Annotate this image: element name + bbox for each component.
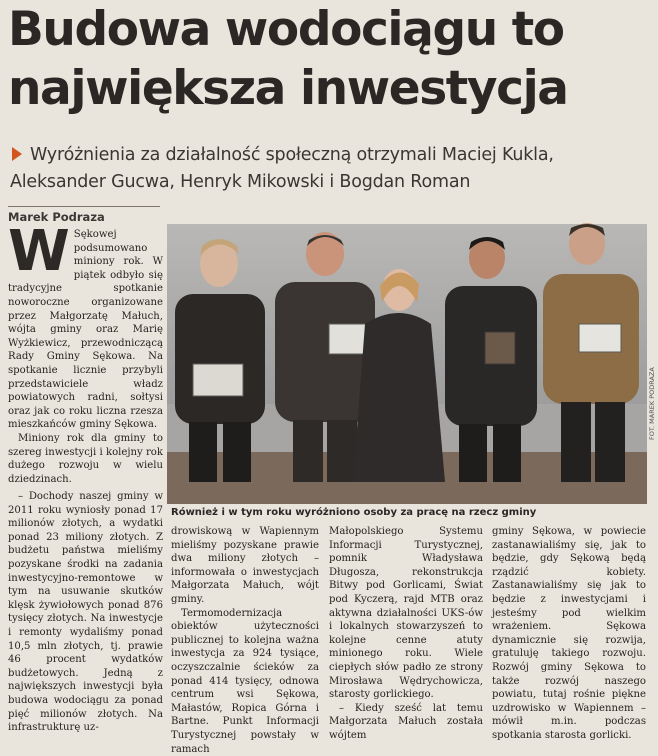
article-column-1-cont bbox=[8, 490, 163, 734]
subheadline-text: Wyróżnienia za działalność społeczną otrzymali Maciej Kukla, Aleksander Gucwa, Henryk Mikowski i Bogdan Roman bbox=[10, 145, 554, 192]
drop-cap: W bbox=[8, 219, 70, 284]
triangle-bullet-icon bbox=[12, 147, 22, 161]
paragraph: Sękowej podsumowano miniony rok. W piątek odbyło się tradycyjne spotkanie noworoczne organizowane przez Małgorzatę Małuch, wójta gminy oraz Marię Wyżkiewicz, przewodniczącą Rady Gminy Sękowa. Na spotkanie licznie przybyli przedstawiciele władz powiatowych radni, sołtysi oraz jak co roku liczna rzesza mieszkańców gminy Sękowa. bbox=[8, 229, 163, 431]
article-column-1 bbox=[8, 219, 163, 488]
article-column-4 bbox=[492, 525, 646, 741]
paragraph: – Kiedy sześć lat temu Małgorzata Małuch została wójtem bbox=[329, 702, 483, 741]
photo-illustration bbox=[167, 224, 647, 504]
paragraph: Termomodernizacja obiektów użyteczności publicznej to kolejna ważna inwestycja za 924 tysiące, oczyszczalnie ścieków za ponad 414 tysięcy, odnowa centrum wsi Sękowa, Małastów, Ropica Górna i Bartne. Punkt Informacji Turystycznej powstały w ramach bbox=[171, 607, 319, 755]
byline-rule bbox=[8, 206, 160, 207]
article-column-3 bbox=[329, 525, 483, 741]
paragraph: Małopolskiego Systemu Informacji Turystycznej, pomnik Władysława Długosza, rekonstrukcja Bitwy pod Gorlicami, Świat pod Kyczerą, rajd MTB oraz aktywna działalności UKS-ów i lokalnych stowarzyszeń to kolejne cenne atuty minionego roku. Wiele ciepłych słów padło ze strony Mirosława Wędrychowicza, starosty gorlickiego. bbox=[329, 526, 483, 701]
article-column-2 bbox=[171, 525, 319, 755]
paragraph: Miniony rok dla gminy to szereg inwestycji i kolejny rok dużego rozwoju w wielu dziedzinach. bbox=[8, 432, 163, 485]
photo-credit: FOT. MAREK PODRAZA bbox=[648, 367, 656, 440]
award-photo bbox=[167, 224, 647, 504]
article-subheadline bbox=[10, 142, 650, 196]
author-byline: Marek Podraza bbox=[8, 210, 105, 224]
paragraph: gminy Sękowa, w powiecie zastanawialiśmy się, jak to będzie, gdy Sękową będą rządzić kobiety. Zastanawialiśmy się jak to będzie z inwestycjami i jesteśmy pod wielkim wrażeniem. Sękowa dynamicznie się rozwija, gratuluję takiego rozwoju. Rozwój gminy Sękowa to także rozwój naszego powiatu, tutaj rośnie piękne uzdrowisko w Wapiennem – mówił m.in. podczas spotkania starosta gorlicki. bbox=[492, 526, 646, 741]
article-headline: Budowa wodociągu to największa inwestycja bbox=[8, 2, 568, 116]
paragraph: drowiskową w Wapiennym mieliśmy pozyskane prawie dwa miliony złotych – informowała o inwestycjach Małgorzata Małuch, wójt gminy. bbox=[171, 526, 319, 605]
paragraph: – Dochody naszej gminy w 2011 roku wyniosły ponad 17 milionów złotych, a wydatki ponad 23 miliony złotych. Z budżetu państwa mieliśmy pozyskane środki na zadania inwestycyjno-remontowe w tym na usuwanie skutków klęsk żywiołowych ponad 876 tysięcy złotych. Na inwestycje i remonty wydaliśmy ponad 10,5 mln złotych, tj. prawie 46 procent wydatków budżetowych. Jedną z największych inwestycji była budowa wodociągu za ponad pięć milionów złotych. Na infrastrukturę uz- bbox=[8, 491, 163, 734]
photo-caption: Również i w tym roku wyróżniono osoby za pracę na rzecz gminy bbox=[171, 507, 537, 518]
